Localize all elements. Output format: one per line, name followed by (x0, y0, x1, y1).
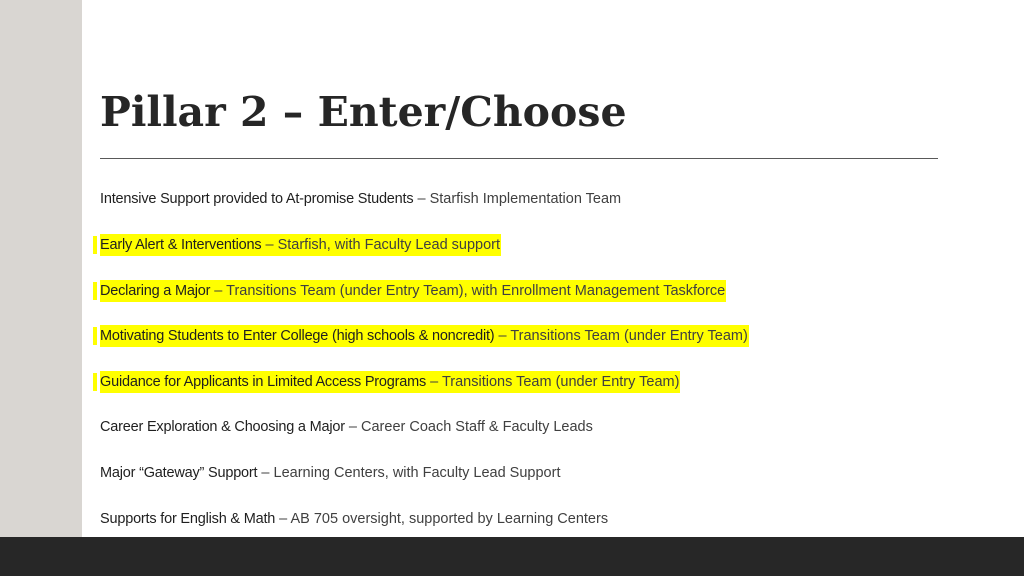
item-topic: Motivating Students to Enter College (high schools & noncredit) (100, 328, 495, 344)
item-topic: Major “Gateway” Support (100, 465, 258, 481)
item-owner: Learning Centers, with Faculty Lead Support (273, 465, 561, 481)
item-text (100, 371, 680, 393)
item-topic: Declaring a Major (100, 283, 211, 299)
title-divider (100, 158, 938, 159)
list-item (100, 371, 680, 393)
item-text (100, 234, 501, 256)
item-owner: Starfish, with Faculty Lead support (277, 237, 501, 253)
item-separator: – (498, 328, 507, 344)
item-owner: Career Coach Staff & Faculty Leads (361, 419, 593, 435)
item-topic: Early Alert & Interventions (100, 237, 262, 253)
list-item (100, 188, 622, 210)
item-text (100, 462, 561, 484)
item-owner: Transitions Team (under Entry Team), with Enrollment Management Taskforce (226, 283, 726, 299)
item-owner: AB 705 oversight, supported by Learning Centers (290, 511, 609, 527)
item-separator: – (348, 419, 357, 435)
item-text (100, 188, 622, 210)
item-separator: – (430, 374, 439, 390)
item-topic: Career Exploration & Choosing a Major (100, 419, 345, 435)
list-item (100, 508, 609, 530)
list-item (100, 462, 561, 484)
slide-title: Pillar 2 – Enter/Choose (100, 88, 627, 136)
item-separator: – (261, 465, 270, 481)
item-separator: – (417, 191, 426, 207)
footer-bar (0, 537, 1024, 576)
item-separator: – (279, 511, 288, 527)
item-text (100, 325, 749, 347)
left-accent-bar (0, 0, 82, 537)
item-topic: Guidance for Applicants in Limited Access Programs (100, 374, 427, 390)
item-owner: Starfish Implementation Team (429, 191, 622, 207)
item-text (100, 416, 594, 438)
item-topic: Supports for English & Math (100, 511, 276, 527)
item-separator: – (265, 237, 274, 253)
item-separator: – (214, 283, 223, 299)
item-text (100, 280, 726, 302)
list-item (100, 234, 501, 256)
list-item (100, 325, 749, 347)
item-owner: Transitions Team (under Entry Team) (510, 328, 748, 344)
list-item (100, 416, 594, 438)
list-item (100, 280, 726, 302)
item-owner: Transitions Team (under Entry Team) (441, 374, 680, 390)
item-topic: Intensive Support provided to At-promise Students (100, 191, 414, 207)
item-text (100, 508, 609, 530)
